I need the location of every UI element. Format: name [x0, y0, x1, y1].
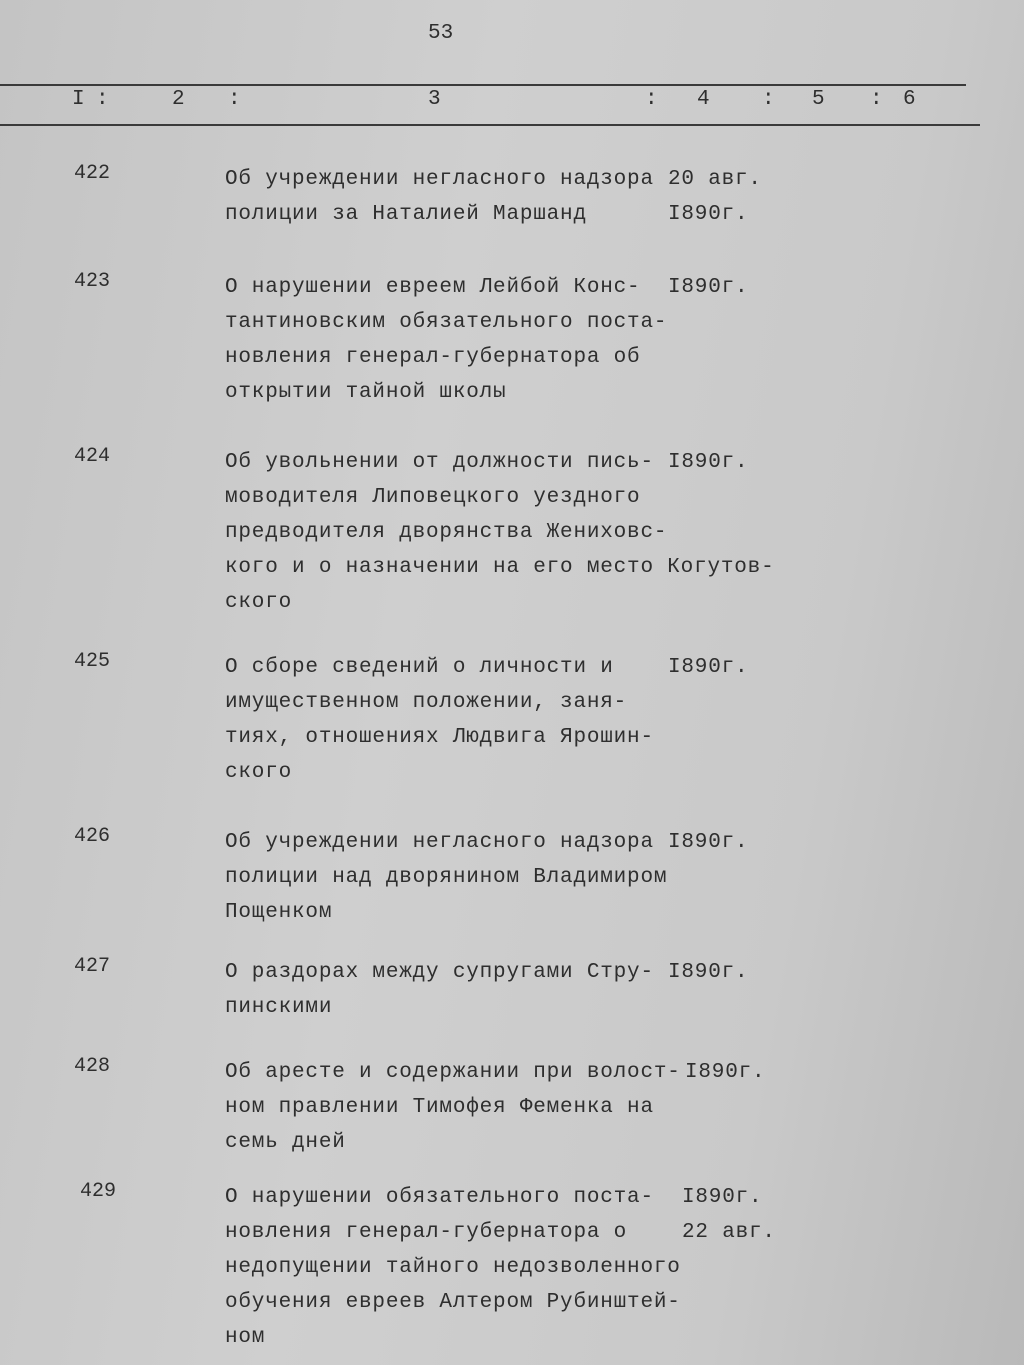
record-date-line: I890г. [668, 656, 749, 679]
col-sep: : [645, 88, 658, 111]
record-date [668, 162, 762, 232]
record-title-line: кого и о назначении на его место Когутов- [225, 556, 775, 579]
record-title-line: О нарушении евреем Лейбой Конс- [225, 276, 641, 299]
record-number: 425 [74, 650, 111, 673]
record-date [668, 445, 748, 480]
header-bottom-rule [0, 124, 980, 126]
record-title-line: обучения евреев Алтером Рубинштей- [225, 1291, 681, 1314]
record-title-line: Об учреждении негласного надзора [225, 168, 654, 191]
record-title-line: семь дней [225, 1131, 346, 1154]
col-5: 5 [812, 88, 825, 111]
record-title-line: ном правлении Тимофея Феменка на [225, 1096, 654, 1119]
col-sep: : [870, 88, 883, 111]
record-title-line: ского [225, 761, 293, 784]
record-date [668, 270, 748, 305]
record-title-line: О нарушении обязательного поста- [225, 1186, 654, 1209]
record-date-line: I890г. [668, 831, 749, 854]
header-top-rule [0, 84, 966, 86]
page-number: 53 [428, 22, 454, 45]
record-date-line: I890г. [668, 276, 749, 299]
record-title-line: моводителя Липовецкого уездного [225, 486, 641, 509]
col-sep: : [228, 88, 241, 111]
record-date [668, 825, 748, 860]
record-date [682, 1180, 776, 1250]
record-title [225, 1055, 681, 1160]
record-title-line: Об аресте и содержании при волост- [225, 1061, 681, 1084]
record-title-line: О раздорах между супругами Стру- [225, 961, 654, 984]
record-date-line: I890г. [668, 961, 749, 984]
col-sep: : [96, 88, 109, 111]
record-title-line: тантиновским обязательного поста- [225, 311, 668, 334]
col-2: 2 [172, 88, 185, 111]
record-date-line: I890г. [682, 1186, 763, 1209]
record-title-line: тиях, отношениях Людвига Ярошин- [225, 726, 654, 749]
record-title [225, 1180, 681, 1355]
col-3: 3 [428, 88, 441, 111]
record-title-line: пинскими [225, 996, 333, 1019]
record-title-line: ном [225, 1326, 266, 1349]
record-number: 426 [74, 825, 111, 848]
record-title [225, 162, 654, 232]
record-number: 423 [74, 270, 111, 293]
record-title-line: новления генерал-губернатора о [225, 1221, 628, 1244]
record-date-line: 22 авг. [682, 1221, 776, 1244]
record-date-line: I890г. [668, 451, 749, 474]
record-date-line: 20 авг. [668, 168, 762, 191]
col-1: I [72, 88, 85, 111]
record-number: 422 [74, 162, 111, 185]
record-title-line: О сборе сведений о личности и [225, 656, 614, 679]
record-title-line: недопущении тайного недозволенного [225, 1256, 681, 1279]
record-title-line: Пощенком [225, 901, 333, 924]
record-title [225, 825, 667, 930]
col-sep: : [762, 88, 775, 111]
record-title-line: имущественном положении, заня- [225, 691, 628, 714]
record-number: 424 [74, 445, 111, 468]
record-number: 429 [80, 1180, 117, 1203]
record-title-line: предводителя дворянства Жениховс- [225, 521, 668, 544]
record-title-line: открытии тайной школы [225, 381, 507, 404]
record-number: 428 [74, 1055, 111, 1078]
record-date [668, 955, 748, 990]
col-6: 6 [903, 88, 916, 111]
record-title [225, 650, 654, 790]
record-date [685, 1055, 765, 1090]
record-title-line: новления генерал-губернатора об [225, 346, 641, 369]
record-date-line: I890г. [685, 1061, 766, 1084]
record-title-line: полиции над дворянином Владимиром [225, 866, 668, 889]
record-title-line: ского [225, 591, 293, 614]
record-date [668, 650, 748, 685]
record-title-line: Об учреждении негласного надзора [225, 831, 654, 854]
record-title-line: полиции за Наталией Маршанд [225, 203, 587, 226]
record-title [225, 955, 654, 1025]
record-title-line: Об увольнении от должности пись- [225, 451, 654, 474]
record-number: 427 [74, 955, 111, 978]
col-4: 4 [697, 88, 710, 111]
record-date-line: I890г. [668, 203, 749, 226]
record-title [225, 270, 667, 410]
